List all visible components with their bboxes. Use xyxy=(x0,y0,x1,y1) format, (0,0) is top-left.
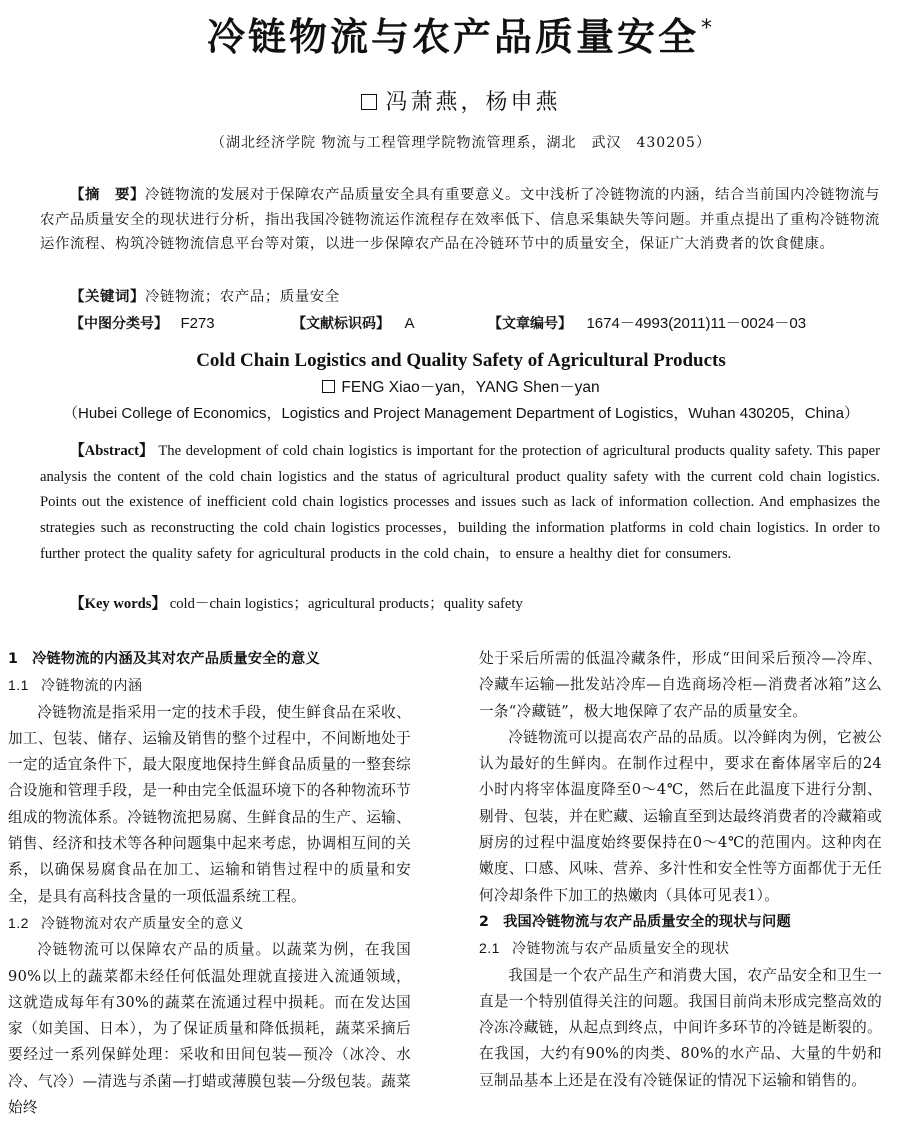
authors-en xyxy=(0,380,922,396)
footnote-mark: * xyxy=(701,16,715,41)
abstract-cn-text: 冷链物流的发展对于保障农产品质量安全具有重要意义。文中浅析了冷链物流的内涵，结合当前国内冷链物流与农产品质量安全的现状进行分析，指出我国冷链物流运作流程存在效率低下、信息采集缺失等问题。并重点提出了重构冷链物流运作流程、构筑冷链物流信息平台等对策，以进一步保障农产品在冷链环节中的质量安全，保证广大消费者的饮食健康。 xyxy=(40,187,880,252)
classification-line xyxy=(70,316,890,336)
abstract-en-text: The development of cold chain logistics is important for the protection of agricultural products quality safety. This paper analysis the content of the cold chain logistics and the status of agricultural product quality safety with the current cold chain logistics. Points out the existence of inefficient cold chain logistics processes and issues such as lack of information collection. And emphasizes the strategies such as reconstructing the cold chain logistics processes，building the information platforms in cold chain logistics. In order to further protect the quality safety for agricultural products in the cold chain，to ensure a healthy diet for consumers. xyxy=(40,443,880,562)
article-number xyxy=(488,316,806,331)
subsection-heading: 2.1 冷链物流与农产品质量安全的现状 xyxy=(479,940,730,958)
keywords-cn xyxy=(70,290,890,304)
keywords-en-text: cold－chain logistics；agricultural products；quality safety xyxy=(169,596,523,612)
subsection-heading: 1.2 冷链物流对农产质量安全的意义 xyxy=(8,914,244,932)
subsection-heading: 1.1 冷链物流的内涵 xyxy=(8,677,143,695)
paper-title-text: 冷链物流与农产品质量安全 xyxy=(206,15,699,59)
abstract-cn-label: 【摘 要】 xyxy=(70,187,146,203)
square-marker-icon xyxy=(361,94,377,110)
authors-en-text: FENG Xiao－yan，YANG Shen－yan xyxy=(341,379,600,396)
body-paragraph: 冷链物流可以保障农产品的质量。以蔬菜为例，在我国90%以上的蔬菜都未经任何低温处理就直接进入流通领域，这就造成每年有30%的蔬菜在流通过程中损耗。而在发达国家（如美国、日本），为了保证质量和降低损耗，蔬菜采摘后要经过一系列保鲜处理：采收和田间包装—预冷（冰冷、水冷、气冷）—清选与杀菌—打蜡或薄膜包装—分级包装。蔬菜始终 xyxy=(8,941,411,1117)
clc-number xyxy=(70,316,215,331)
doc-label: 【文献标识码】 xyxy=(292,316,390,332)
square-marker-icon xyxy=(322,380,335,393)
keywords-cn-label: 【关键词】 xyxy=(70,289,145,305)
section-heading: 1 冷链物流的内涵及其对农产品质量安全的意义 xyxy=(8,651,320,667)
clc-label: 【中图分类号】 xyxy=(70,316,168,332)
doc-value: A xyxy=(404,315,415,332)
abstract-en xyxy=(40,439,880,568)
abstract-en-label: 【Abstract】 xyxy=(70,443,154,459)
paper-title-en: Cold Chain Logistics and Quality Safety of Agricultural Products xyxy=(196,350,726,371)
abstract-cn xyxy=(40,183,880,257)
body-column-left xyxy=(8,646,411,1121)
article-label: 【文章编号】 xyxy=(488,316,572,332)
paper-title xyxy=(0,15,922,59)
article-value: 1674－4993(2011)11－0024－03 xyxy=(586,315,807,332)
authors-text: 冯萧燕，杨申燕 xyxy=(385,90,561,115)
body-paragraph: 冷链物流是指采用一定的技术手段，使生鲜食品在采收、加工、包装、储存、运输及销售的整个过程中，不间断地处于一定的适宜条件下，最大限度地保持生鲜食品质量的一整套综合设施和管理手段，是一种由完全低温环境下的各种物流环节组成的物流体系。冷链物流把易腐、生鲜食品的生产、运输、销售、经济和技术等各种问题集中起来考虑，协调相互间的关系，以确保易腐食品在加工、运输和销售过程中的质量和安全，是具有高科技含量的一项低温系统工程。 xyxy=(8,703,411,905)
authors xyxy=(0,92,922,114)
keywords-cn-text: 冷链物流；农产品；质量安全 xyxy=(144,289,340,305)
body-paragraph: 我国是一个农产品生产和消费大国，农产品安全和卫生一直是一个特别值得关注的问题。我国目前尚未形成完整高效的冷冻冷藏链，从起点到终点，中间许多环节的冷链是断裂的。在我国，大约有90%的肉类、80%的水产品、大量的牛奶和豆制品基本上还是在没有冷链保证的情况下运输和销售的。 xyxy=(479,966,882,1089)
keywords-en xyxy=(70,597,890,612)
doc-code xyxy=(292,316,414,331)
affiliation-en: （Hubei College of Economics，Logistics and Project Management Department of Logistics，Wuhan 430205，China） xyxy=(63,405,859,422)
clc-value: F273 xyxy=(180,315,215,332)
affiliation: （湖北经济学院 物流与工程管理学院物流管理系，湖北 武汉 430205） xyxy=(211,135,711,151)
body-paragraph: 冷链物流可以提高农产品的品质。以冷鲜肉为例，它被公认为最好的生鲜肉。在制作过程中，要求在畜体屠宰后的24小时内将宰体温度降至0～4℃，然后在此温度下进行分割、剔骨、包装，并在贮藏、运输直至到达最终消费者的冷藏箱或厨房的过程中温度始终要保持在0～4℃的范围内。这种肉在嫩度、口感、风味、营养、多汁性和安全性等方面都优于无任何冷却条件下加工的热嫩肉（具体可见表1）。 xyxy=(479,728,882,904)
body-paragraph-continued: 处于采后所需的低温冷藏条件，形成“田间采后预冷—冷库、冷藏车运输—批发站冷库—自选商场冷柜—消费者冰箱”这么一条“冷藏链”，极大地保障了农产品的质量安全。 xyxy=(479,650,882,720)
section-heading: 2 我国冷链物流与农产品质量安全的现状与问题 xyxy=(479,913,791,930)
body-column-right xyxy=(479,646,882,1094)
keywords-en-label: 【Key words】 xyxy=(70,596,167,612)
